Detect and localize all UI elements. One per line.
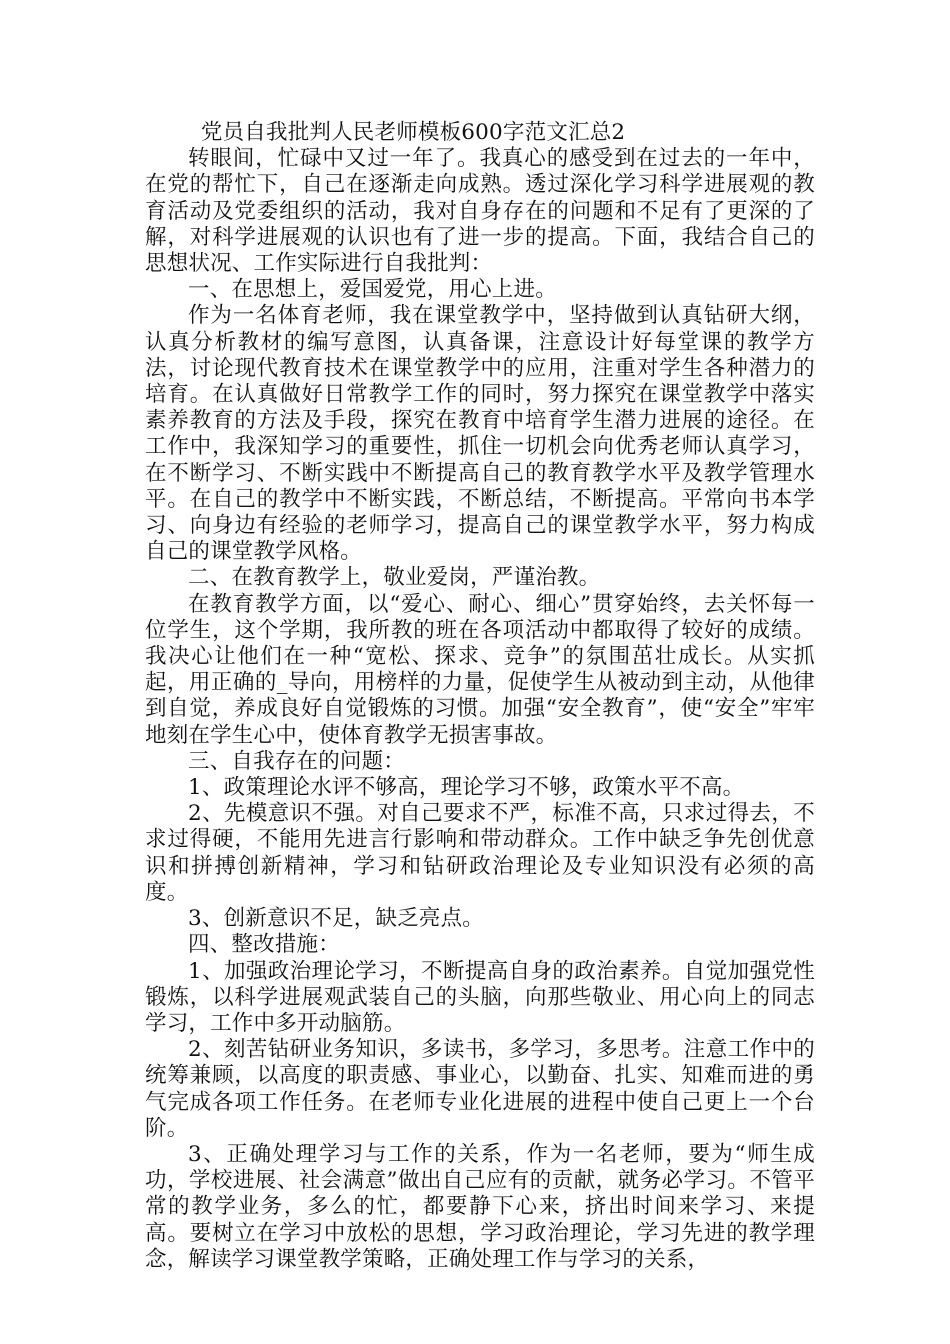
paragraph-teaching: 在教育教学方面，以“爱心、耐心、细心”贯穿始终，去关怀每一位学生，这个学期，我所教的班在各项活动中都取得了较好的成绩。我决心让他们在一种“宽松、探求、竞争”的氛围茁壮成长。从实抓起，用正确的_导向，用榜样的力量，促使学生从被动到主动，从他律到自觉，养成良好自觉锻炼的习惯。加强“安全教育”，使“安全”牢牢地刻在学生心中，使体育教学无损害事故。 bbox=[145, 591, 815, 748]
section-heading-2: 二、在教育教学上，敬业爱岗，严谨治教。 bbox=[188, 565, 601, 591]
document-title: 党员自我批判人民老师模板600字范文汇总2 bbox=[200, 120, 626, 145]
problem-item-1: 1、政策理论水评不够高，理论学习不够，政策水平不高。 bbox=[188, 775, 745, 801]
problem-item-3: 3、创新意识不足，缺乏亮点。 bbox=[188, 906, 484, 932]
document-body bbox=[145, 120, 815, 1273]
section-heading-3: 三、自我存在的问题： bbox=[188, 748, 406, 774]
measure-item-1: 1、加强政治理论学习，不断提高自身的政治素养。自觉加强党性锻炼，以科学进展观武装自己的头脑，向那些敬业、用心向上的同志学习，工作中多开动脑筋。 bbox=[145, 958, 815, 1036]
measure-item-3: 3、正确处理学习与工作的关系，作为一名老师，要为“师生成功，学校进展、社会满意”做出自己应有的贡献，就务必学习。不管平常的教学业务，多么的忙，都要静下心来，挤出时间来学习、来提高。要树立在学习中放松的思想，学习政治理论，学习先进的教学理念，解读学习课堂教学策略，正确处理工作与学习的关系， bbox=[145, 1141, 815, 1272]
section-heading-4: 四、整改措施： bbox=[188, 932, 340, 958]
paragraph-intro: 转眼间，忙碌中又过一年了。我真心的感受到在过去的一年中，在党的帮忙下，自己在逐渐走向成熟。透过深化学习科学进展观的教育活动及党委组织的活动，我对自身存在的问题和不足有了更深的了解，对科学进展观的认识也有了进一步的提高。下面，我结合自己的思想状况、工作实际进行自我批判： bbox=[145, 146, 815, 277]
measure-item-2: 2、刻苦钻研业务知识，多读书，多学习，多思考。注意工作中的统筹兼顾，以高度的职责感、事业心，以勤奋、扎实、知难而进的勇气完成各项工作任务。在老师专业化进展的进程中使自己更上一个台阶。 bbox=[145, 1037, 815, 1141]
paragraph-thought: 作为一名体育老师，我在课堂教学中，坚持做到认真钻研大纲，认真分析教材的编写意图，认真备课，注意设计好每堂课的教学方法，讨论现代教育技术在课堂教学中的应用，注重对学生各种潜力的培育。在认真做好日常教学工作的同时，努力探究在课堂教学中落实素养教育的方法及手段，探究在教育中培育学生潜力进展的途径。在工作中，我深知学习的重要性，抓住一切机会向优秀老师认真学习，在不断学习、不断实践中不断提高自己的教育教学水平及教学管理水平。在自己的教学中不断实践，不断总结，不断提高。平常向书本学习、向身边有经验的老师学习，提高自己的课堂教学水平，努力构成自己的课堂教学风格。 bbox=[145, 303, 815, 565]
section-heading-1: 一、在思想上，爱国爱党，用心上进。 bbox=[188, 277, 557, 303]
problem-item-2: 2、先模意识不强。对自己要求不严，标准不高，只求过得去，不求过得硬，不能用先进言行影响和带动群众。工作中缺乏争先创优意识和拼搏创新精神，学习和钻研政治理论及专业知识没有必须的高度。 bbox=[145, 801, 815, 905]
